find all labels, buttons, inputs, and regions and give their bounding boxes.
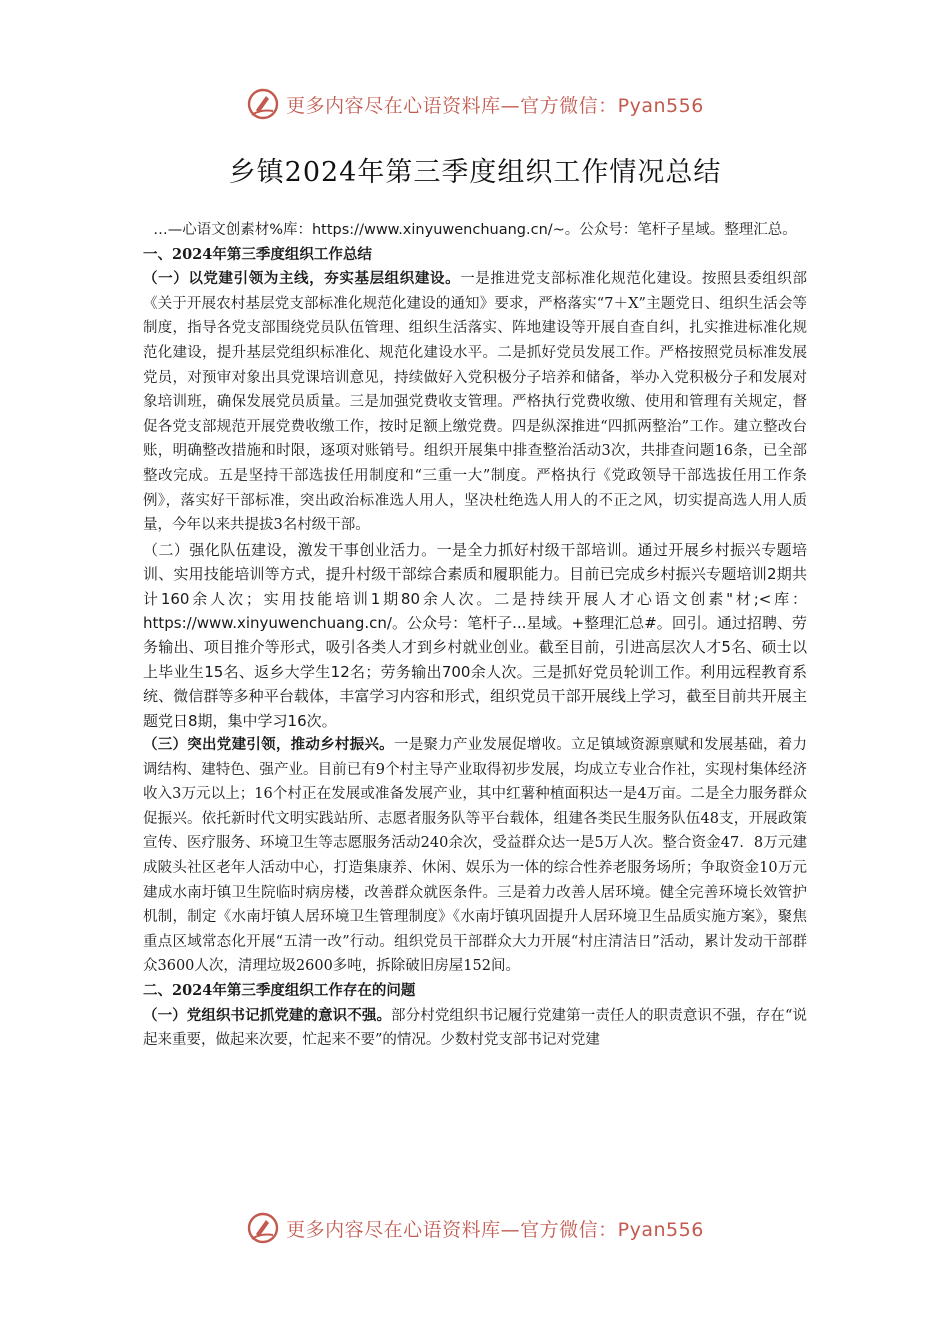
watermark-text: 更多内容尽在心语资料库—官方微信：Pyan556 <box>286 1218 704 1241</box>
brand-logo-icon <box>246 87 280 121</box>
header-watermark-banner <box>0 82 950 126</box>
paragraph-body: 一是聚力产业发展促增收。立足镇域资源禀赋和发展基础，着力调结构、建特色、强产业。目前已有9个村主导产业取得初步发展，均成立专业合作社，实现村集体经济收入3万元以上；16个村正在发展或准备发展产业，其中红薯种植面积达一是4万亩。二是全力服务群众促振兴。依托新时代文明实践站所、志愿者服务队等平台载体，组建各类民生服务队伍48支，开展政策宣传、医疗服务、环境卫生等志愿服务活动240余次，受益群众达一是5万人次。整合资金47．8万元建成陂头社区老年人活动中心，打造集康养、休闲、娱乐为一体的综合性养老服务场所；争取资金10万元建成水南圩镇卫生院临时病房楼，改善群众就医条件。三是着力改善人居环境。健全完善环境长效管护机制，制定《水南圩镇人居环境卫生管理制度》《水南圩镇巩固提升人居环境卫生品质实施方案》，聚焦重点区域常态化开展“五清一改”行动。组织党员干部群众大力开展“村庄清洁日”活动，累计发动干部群众3600人次，清理垃圾2600多吨，拆除破旧房屋152间。 <box>143 736 808 975</box>
document-body <box>143 218 807 1053</box>
paragraph-lead: （三）突出党建引领，推动乡村振兴。 <box>143 735 394 753</box>
document-title: 乡镇2024年第三季度组织工作情况总结 <box>228 157 722 188</box>
paragraph-2: （二）强化队伍建设，激发干事创业活力。一是全力抓好村级干部培训。通过开展乡村振兴专题培训、实用技能培训等方式，提升村级干部综合素质和履职能力。目前已完成乡村振兴专题培训2期共计160余人次；实用技能培训1期80余人次。二是持续开展人才心语文创素"材;<库：https://www.xinyuwenchuang.cn/。公众号：笔杆子...星域。+整理汇总#。回引。通过招聘、劳务输出、项目推介等形式，吸引各类人才到乡村就业创业。截至目前，引进高层次人才5名、硕士以上毕业生15名、返乡大学生12名；劳务输出700余人次。三是抓好党员轮训工作。利用远程教育系统、微信群等多种平台载体，丰富学习内容和形式，组织党员干部开展线上学习，截至目前共开展主题党日8期，集中学习16次。 <box>143 540 807 730</box>
footer-watermark-banner <box>0 1206 950 1250</box>
section-heading-2: 二、2024年第三季度组织工作存在的问题 <box>143 981 416 999</box>
section-heading-1: 一、2024年第三季度组织工作总结 <box>143 245 372 263</box>
paragraph-lead: （一）党组织书记抓党建的意识不强。 <box>143 1006 392 1024</box>
watermark-text: 更多内容尽在心语资料库—官方微信：Pyan556 <box>286 94 704 117</box>
paragraph-body: 一是推进党支部标准化规范化建设。按照县委组织部《关于开展农村基层党支部标准化规范化建设的通知》要求，严格落实“7＋X”主题党日、组织生活会等制度，指导各党支部围绕党员队伍管理、组织生活落实、阵地建设等开展自查自纠，扎实推进标准化规范化建设，提升基层党组织标准化、规范化建设水平。二是抓好党员发展工作。严格按照党员标准发展党员，对预审对象出具党课培训意见，持续做好入党积极分子培养和储备，举办入党积极分子和发展对象培训班，确保发展党员质量。三是加强党费收支管理。严格执行党费收缴、使用和管理有关规定，督促各党支部规范开展党费收缴工作，按时足额上缴党费。四是纵深推进“四抓两整治”工作。建立整改台账，明确整改措施和时限，逐项对账销号。组织开展集中排查整治活动3次，共排查问题16条，已全部整改完成。五是坚持干部选拔任用制度和“三重一大”制度。严格执行《党政领导干部选拔任用工作条例》，落实好干部标准，突出政治标准选人用人，坚决杜绝选人用人的不正之风，切实提高选人用人质量，今年以来共提拔3名村级干部。 <box>143 271 808 534</box>
paragraph-lead: （一）以党建引领为主线，夯实基层组织建设。 <box>143 270 461 288</box>
paragraph-3 <box>143 733 807 979</box>
source-note: …—心语文创素材%库：https://www.xinyuwenchuang.cn/~。公众号：笔杆子星域。整理汇总。 <box>153 222 797 238</box>
paragraph-1 <box>143 267 807 538</box>
brand-logo-icon <box>246 1211 280 1245</box>
paragraph-body: 部分村党组织书记履行党建第一责任人的职责意识不强，存在“说起来重要，做起来次要，忙起来不要”的情况。少数村党支部书记对党建 <box>143 1007 807 1049</box>
paragraph-4 <box>143 1004 807 1053</box>
